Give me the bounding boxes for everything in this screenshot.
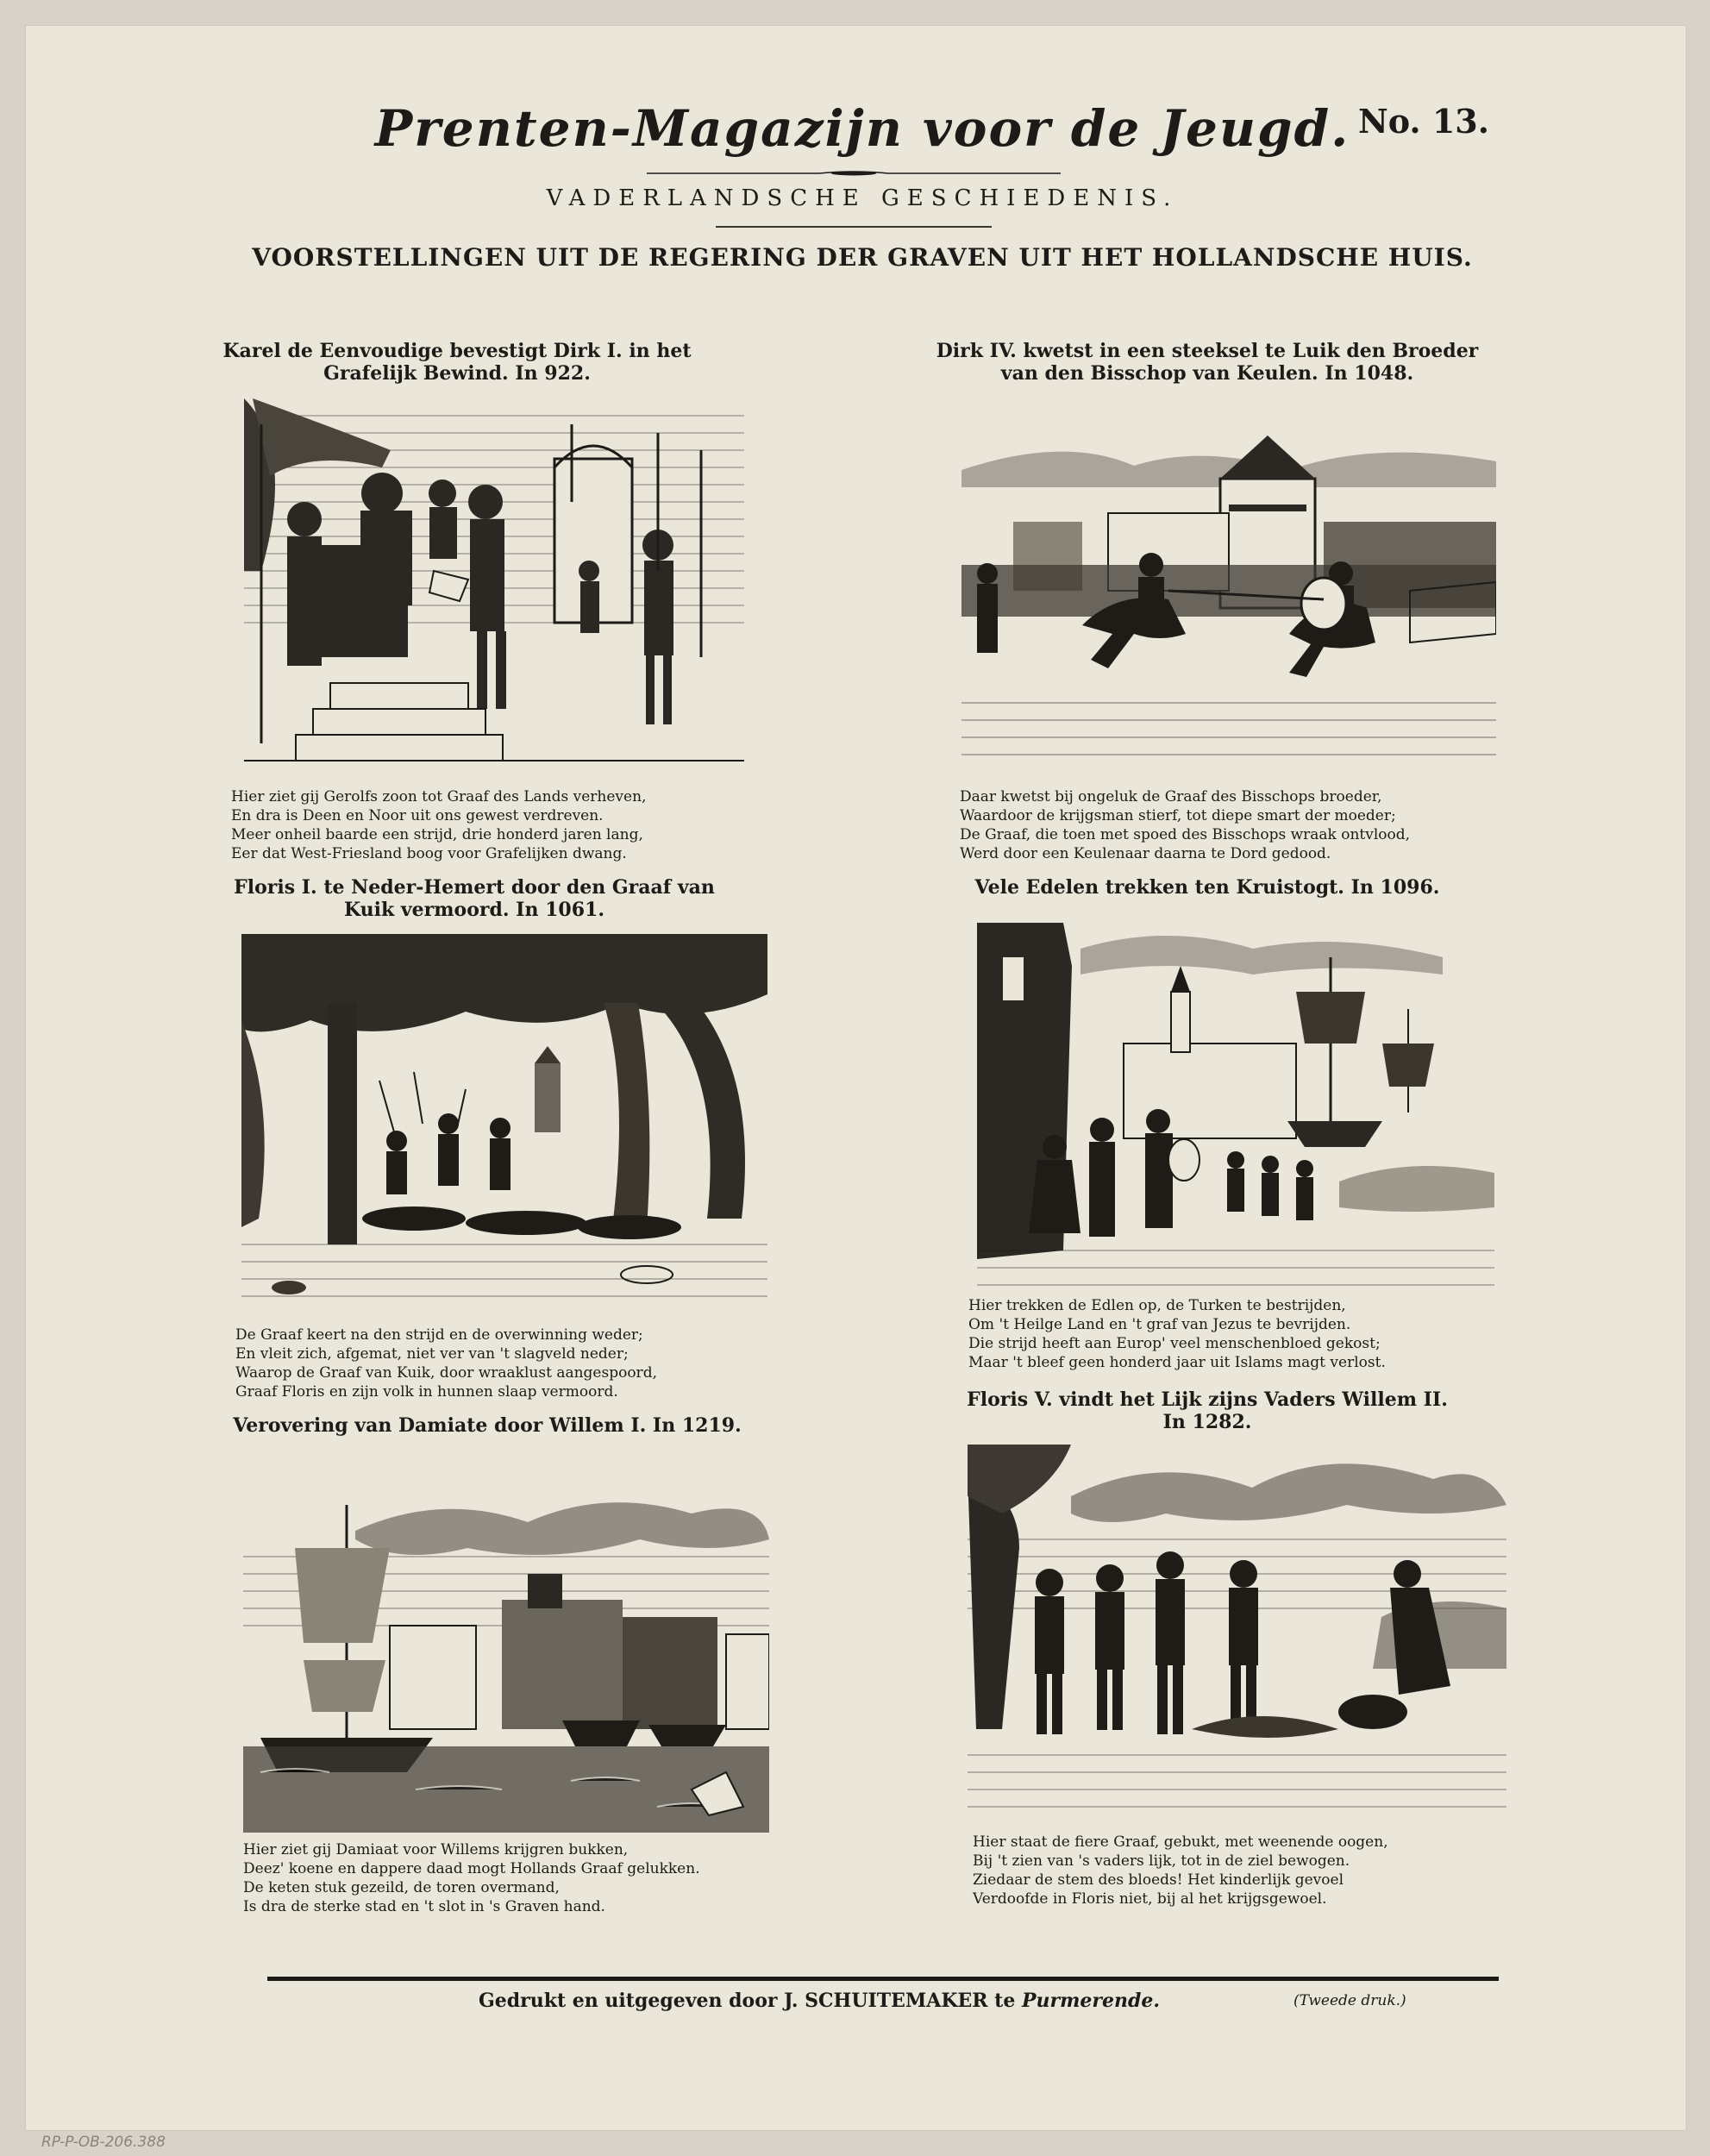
verse-line: Bij 't zien van 's vaders lijk, tot in de ziel bewogen. (973, 1852, 1350, 1870)
verse-line: Deez' koene en dappere daad mogt Hollands Graaf gelukken. (243, 1860, 700, 1877)
verse-line: Is dra de sterke stad en 't slot in 's Graven hand. (243, 1898, 605, 1915)
heading-line: In 1282. (1162, 1411, 1252, 1433)
page-subtitle: VOORSTELLINGEN UIT DE REGERING DER GRAVEN UIT HET HOLLANDSCHE HUIS. (252, 243, 1473, 272)
panel-verse (960, 787, 1494, 863)
verse-line: Maar 't bleef geen honderd jaar uit Islams magt verlost. (968, 1354, 1386, 1371)
verse-line: Hier ziet gij Gerolfs zoon tot Graaf des Lands verheven, (231, 788, 647, 805)
heading-line: van den Bisschop van Keulen. In 1048. (1000, 362, 1414, 385)
panel-verse (973, 1833, 1507, 1908)
panel-verse (243, 1840, 778, 1916)
verse-line: Graaf Floris en zijn volk in hunnen slaap vermoord. (235, 1383, 618, 1401)
heading-line: Grafelijk Bewind. In 922. (323, 362, 591, 385)
catalog-number: RP-P-OB-206.388 (41, 2134, 166, 2151)
tournament-engraving (961, 418, 1496, 772)
heading-line: Floris I. te Neder-Hemert door den Graaf van (234, 876, 715, 899)
crusade-departure-engraving (977, 923, 1494, 1302)
panel-heading (931, 1388, 1483, 1433)
verse-line: Ziedaar de stem des bloeds! Het kinderlijk gevoel (973, 1871, 1344, 1889)
forest-ambush-engraving (241, 934, 767, 1318)
section-title: VADERLANDSCHE GESCHIEDENIS. (546, 185, 1179, 211)
verse-line: En dra is Deen en Noor uit ons gewest verdreven. (231, 807, 604, 824)
heading-line: Verovering van Damiate door Willem I. In 1219. (233, 1414, 742, 1437)
page-title: Prenten-Magazijn voor de Jeugd. (374, 99, 1350, 158)
panel-verse (235, 1326, 770, 1401)
heading-line: Vele Edelen trekken ten Kruistogt. In 1096. (974, 876, 1440, 899)
verse-line: En vleit zich, afgemat, niet ver van 't slagveld neder; (235, 1345, 629, 1363)
footer-rule (267, 1977, 1499, 1981)
issue-number: No. 13. (1358, 102, 1489, 141)
heading-line: Dirk IV. kwetst in een steeksel te Luik den Broeder (936, 340, 1479, 362)
heading-line: Floris V. vindt het Lijk zijns Vaders Willem II. (967, 1388, 1448, 1411)
verse-line: Die strijd heeft aan Europ' veel menschenbloed gekost; (968, 1335, 1381, 1352)
discovery-engraving (968, 1445, 1506, 1820)
panel-verse (968, 1296, 1503, 1372)
verse-line: Daar kwetst bij ongeluk de Graaf des Bisschops broeder, (960, 788, 1382, 805)
panel-heading (914, 340, 1500, 385)
verse-line: Hier ziet gij Damiaat voor Willems krijgren bukken, (243, 1841, 629, 1858)
throne-room-engraving (244, 398, 744, 778)
verse-line: Om 't Heilge Land en 't graf van Jezus te bevrijden. (968, 1316, 1351, 1333)
heading-line: Karel de Eenvoudige bevestigt Dirk I. in het (222, 340, 692, 362)
imprint-text: Gedrukt en uitgegeven door J. SCHUITEMAKER te (478, 1990, 1023, 2012)
verse-line: Eer dat West-Friesland boog voor Grafelijken dwang. (231, 845, 627, 862)
heading-line: Kuik vermoord. In 1061. (343, 899, 605, 921)
verse-line: Werd door een Keulenaar daarna te Dord gedood. (960, 845, 1331, 862)
panel-heading (198, 340, 716, 385)
verse-line: Meer onheil baarde een strijd, drie honderd jaren lang, (231, 826, 643, 843)
verse-line: Hier staat de fiere Graaf, gebukt, met weenende oogen, (973, 1833, 1388, 1851)
imprint (431, 1990, 1207, 2012)
section-divider (716, 226, 992, 228)
ornamental-rule-icon (647, 171, 1061, 176)
panel-verse (231, 787, 749, 863)
verse-line: Verdoofde in Floris niet, bij al het krijgsgewoel. (973, 1890, 1327, 1908)
panel-heading (216, 876, 733, 921)
imprint-place: Purmerende. (1022, 1990, 1161, 2012)
siege-harbour-engraving (243, 1488, 769, 1833)
verse-line: De keten stuk gezeild, de toren overmand, (243, 1879, 560, 1896)
panel-heading (931, 876, 1483, 899)
panel-heading (216, 1414, 759, 1437)
verse-line: Waarop de Graaf van Kuik, door wraaklust aangespoord, (235, 1364, 657, 1382)
verse-line: Waardoor de krijgsman stierf, tot diepe smart der moeder; (960, 807, 1396, 824)
edition-note: (Tweede druk.) (1293, 1992, 1406, 2009)
verse-line: De Graaf, die toen met spoed des Bisschops wraak ontvlood, (960, 826, 1411, 843)
verse-line: De Graaf keert na den strijd en de overwinning weder; (235, 1326, 643, 1344)
verse-line: Hier trekken de Edlen op, de Turken te bestrijden, (968, 1297, 1346, 1314)
